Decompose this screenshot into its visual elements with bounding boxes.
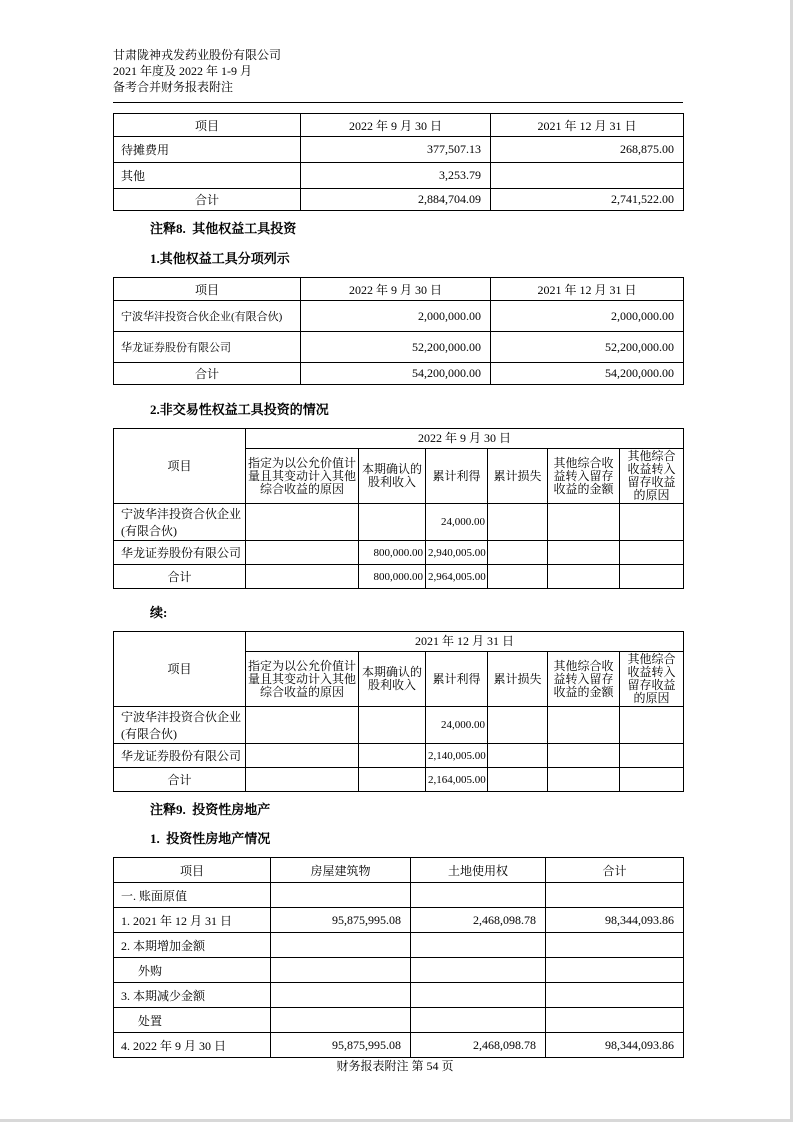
table-row [114, 958, 684, 983]
table-header-row [114, 632, 684, 652]
report-period: 2021 年度及 2022 年 1-9 月 [113, 64, 252, 78]
table-row-total [114, 768, 684, 792]
note8-title: 注释8. 其他权益工具投资 [150, 221, 297, 236]
table-row [114, 908, 684, 933]
column-header-designation-reason: 指定为以公允价值计量且其变动计入其他综合收益的原因 [246, 652, 359, 707]
cell-value [620, 707, 684, 744]
cell-value [411, 983, 546, 1008]
cell-value [246, 541, 359, 565]
table-row [114, 933, 684, 958]
column-header-gain: 累计利得 [426, 652, 488, 707]
cell-value: 2,164,005.00 [426, 768, 488, 792]
table-row [114, 707, 684, 744]
cell-label: 合计 [114, 363, 301, 385]
nontrading-equity-2021-table [113, 631, 684, 792]
column-header-2022: 2022 年 9 月 30 日 [301, 278, 491, 301]
cell-value [491, 163, 684, 189]
cell-value [488, 707, 548, 744]
cell-value: 2,468,098.78 [411, 1033, 546, 1058]
note8-subsection1-title: 1.其他权益工具分项列示 [150, 251, 290, 266]
cell-value: 377,507.13 [301, 137, 491, 163]
cell-value [548, 768, 620, 792]
table-row [114, 301, 684, 332]
note8-subsection2-title: 2.非交易性权益工具投资的情况 [150, 402, 329, 417]
cell-value: 95,875,995.08 [271, 1033, 411, 1058]
column-header-transfer-amount: 其他综合收益转入留存收益的金额 [548, 652, 620, 707]
cell-value [620, 768, 684, 792]
column-header-item: 项目 [114, 429, 246, 504]
cell-label: 处置 [114, 1008, 271, 1033]
table-row-total [114, 363, 684, 385]
cell-value [488, 504, 548, 541]
cell-value: 52,200,000.00 [491, 332, 684, 363]
cell-label: 华龙证券股份有限公司 [114, 541, 246, 565]
cell-value: 98,344,093.86 [546, 908, 684, 933]
continued-label: 续: [150, 605, 168, 620]
cell-value [359, 768, 426, 792]
table-row [114, 137, 684, 163]
cell-value [546, 958, 684, 983]
cell-value [246, 744, 359, 768]
cell-value: 2,000,000.00 [491, 301, 684, 332]
page-footer: 财务报表附注 第 54 页 [336, 1059, 454, 1073]
cell-value [546, 933, 684, 958]
cell-value: 2,940,005.00 [426, 541, 488, 565]
cell-value: 2,964,005.00 [426, 565, 488, 589]
note9-subsection1-title: 1. 投资性房地产情况 [150, 831, 271, 846]
cell-label: 宁波华沣投资合伙企业(有限合伙) [114, 504, 246, 541]
cell-value [359, 707, 426, 744]
cell-value [546, 1008, 684, 1033]
table-row-total [114, 189, 684, 211]
column-header-gain: 累计利得 [426, 449, 488, 504]
cell-label: 外购 [114, 958, 271, 983]
cell-label: 3. 本期减少金额 [114, 983, 271, 1008]
column-header-date: 2022 年 9 月 30 日 [246, 429, 684, 449]
cell-value: 95,875,995.08 [271, 908, 411, 933]
cell-value [620, 504, 684, 541]
column-header-2022: 2022 年 9 月 30 日 [301, 114, 491, 137]
cell-value: 2,000,000.00 [301, 301, 491, 332]
table-row-total [114, 565, 684, 589]
column-header-2021: 2021 年 12 月 31 日 [491, 278, 684, 301]
table-row [114, 1008, 684, 1033]
page-content [113, 47, 683, 1058]
cell-value [548, 541, 620, 565]
cell-value [246, 768, 359, 792]
column-header-item: 项目 [114, 114, 301, 137]
cell-value [548, 707, 620, 744]
cell-label: 宁波华沣投资合伙企业(有限合伙) [114, 707, 246, 744]
cell-value: 800,000.00 [359, 565, 426, 589]
cell-value [620, 744, 684, 768]
equity-instruments-table [113, 277, 684, 385]
column-header-loss: 累计损失 [488, 652, 548, 707]
cell-value [359, 504, 426, 541]
cell-value [359, 744, 426, 768]
prepaid-expense-table [113, 113, 684, 211]
cell-value [548, 744, 620, 768]
table-row [114, 1033, 684, 1058]
cell-value [620, 541, 684, 565]
investment-property-table [113, 857, 684, 1058]
cell-value [271, 958, 411, 983]
cell-value [548, 504, 620, 541]
column-header-2021: 2021 年 12 月 31 日 [491, 114, 684, 137]
cell-value: 2,884,704.09 [301, 189, 491, 211]
cell-value: 52,200,000.00 [301, 332, 491, 363]
cell-value [411, 883, 546, 908]
cell-value [488, 744, 548, 768]
cell-value [246, 565, 359, 589]
column-header-dividend: 本期确认的股利收入 [359, 449, 426, 504]
table-row [114, 332, 684, 363]
cell-value [411, 958, 546, 983]
column-header-date: 2021 年 12 月 31 日 [246, 632, 684, 652]
cell-value [271, 983, 411, 1008]
cell-value [411, 1008, 546, 1033]
cell-value: 24,000.00 [426, 707, 488, 744]
cell-value [546, 883, 684, 908]
cell-value [548, 565, 620, 589]
column-header-item: 项目 [114, 858, 271, 883]
cell-value [271, 933, 411, 958]
column-header-transfer-reason: 其他综合收益转入留存收益的原因 [620, 652, 684, 707]
cell-value: 54,200,000.00 [491, 363, 684, 385]
cell-label: 宁波华沣投资合伙企业(有限合伙) [114, 301, 301, 332]
cell-label: 4. 2022 年 9 月 30 日 [114, 1033, 271, 1058]
table-row [114, 883, 684, 908]
cell-label: 合计 [114, 189, 301, 211]
column-header-item: 项目 [114, 278, 301, 301]
cell-value: 2,140,005.00 [426, 744, 488, 768]
column-header-item: 项目 [114, 632, 246, 707]
cell-value: 98,344,093.86 [546, 1033, 684, 1058]
cell-value [488, 768, 548, 792]
table-header-row [114, 429, 684, 449]
table-row [114, 983, 684, 1008]
cell-value: 800,000.00 [359, 541, 426, 565]
document-header [113, 47, 683, 103]
cell-value: 268,875.00 [491, 137, 684, 163]
cell-value [246, 504, 359, 541]
table-row [114, 744, 684, 768]
cell-label: 2. 本期增加金额 [114, 933, 271, 958]
cell-label: 合计 [114, 768, 246, 792]
cell-value: 2,741,522.00 [491, 189, 684, 211]
cell-value [411, 933, 546, 958]
cell-value: 54,200,000.00 [301, 363, 491, 385]
column-header-transfer-amount: 其他综合收益转入留存收益的金额 [548, 449, 620, 504]
cell-value [488, 565, 548, 589]
column-header-land-use-right: 土地使用权 [411, 858, 546, 883]
column-header-total: 合计 [546, 858, 684, 883]
cell-label: 待摊费用 [114, 137, 301, 163]
cell-value: 24,000.00 [426, 504, 488, 541]
company-name: 甘肃陇神戎发药业股份有限公司 [113, 48, 282, 62]
column-header-transfer-reason: 其他综合收益转入留存收益的原因 [620, 449, 684, 504]
cell-label: 1. 2021 年 12 月 31 日 [114, 908, 271, 933]
column-header-dividend: 本期确认的股利收入 [359, 652, 426, 707]
table-row [114, 541, 684, 565]
cell-label: 一. 账面原值 [114, 883, 271, 908]
table-row [114, 163, 684, 189]
cell-value [620, 565, 684, 589]
table-row [114, 504, 684, 541]
table-header-row [114, 858, 684, 883]
cell-value [246, 707, 359, 744]
report-title: 备考合并财务报表附注 [113, 80, 234, 94]
cell-label: 华龙证券股份有限公司 [114, 744, 246, 768]
cell-label: 合计 [114, 565, 246, 589]
column-header-loss: 累计损失 [488, 449, 548, 504]
table-header-row [114, 278, 684, 301]
cell-value [488, 541, 548, 565]
table-header-row [114, 114, 684, 137]
cell-value [546, 983, 684, 1008]
note9-title: 注释9. 投资性房地产 [150, 802, 271, 817]
cell-value [271, 883, 411, 908]
cell-label: 其他 [114, 163, 301, 189]
column-header-buildings: 房屋建筑物 [271, 858, 411, 883]
cell-value [271, 1008, 411, 1033]
column-header-designation-reason: 指定为以公允价值计量且其变动计入其他综合收益的原因 [246, 449, 359, 504]
cell-value: 2,468,098.78 [411, 908, 546, 933]
cell-label: 华龙证券股份有限公司 [114, 332, 301, 363]
cell-value: 3,253.79 [301, 163, 491, 189]
nontrading-equity-2022-table [113, 428, 684, 589]
